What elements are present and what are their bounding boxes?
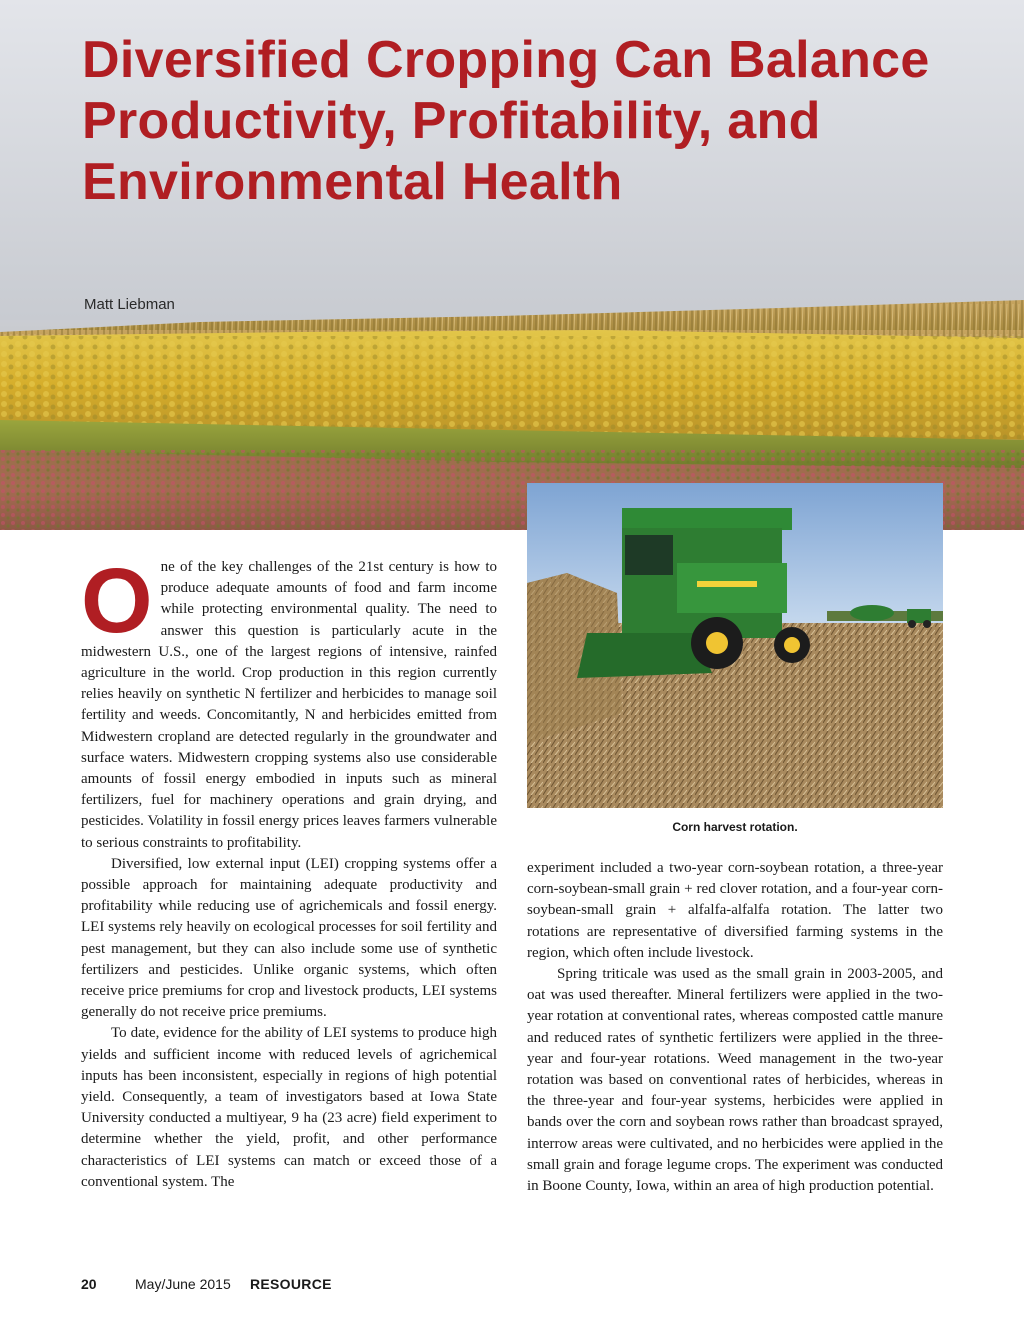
photo-caption: Corn harvest rotation. <box>672 820 798 834</box>
article-title: Diversified Cropping Can Balance Productivity, Profitability, and Environmental Health <box>82 31 930 211</box>
paragraph: To date, evidence for the ability of LEI systems to produce high yields and sufficient income with reduced levels of agrichemical inputs has been inconsistent, especially in regions of high potential yield. Consequently, a team of investigators based at Iowa State University conducted a multiyear, 9 ha (23 acre) field experiment to determine whether the yield, profit, and other performance characteristics of LEI systems can match or exceed those of a conventional system. The <box>81 1025 497 1190</box>
paragraph: experiment included a two-year corn-soybean rotation, a three-year corn-soybean-small grain + red clover rotation, and a four-year corn-soybean-small grain + alfalfa-alfalfa rotation. The latter two rotations are representative of diversified farming systems in the region, which often include livestock. <box>527 860 943 961</box>
page-footer <box>81 1276 332 1292</box>
paragraph: One of the key challenges of the 21st century is how to produce adequate amounts of food and farm income while protecting environmental quality. The need to answer this question is particularly acute in the midwestern U.S., one of the largest regions of intensive, rainfed agriculture in the world. Crop production in this region currently relies heavily on synthetic N fertilizer and herbicides to manage soil fertility and weeds. Concomitantly, N and herbicides emitted from Midwestern cropland are detected regularly in the groundwater and surface waters. Midwestern cropping systems also use considerable amounts of fossil energy embodied in inputs such as mineral fertilizers, fuel for machinery operations and grain drying, and pesticides. Volatility in fossil energy prices leaves farmers vulnerable to serious constraints to profitability. <box>81 550 497 851</box>
issue-date: May/June 2015 <box>135 1276 231 1292</box>
magazine-name: RESOURCE <box>250 1276 332 1292</box>
paragraph: Spring triticale was used as the small grain in 2003-2005, and oat was used thereafter. Mineral fertilizers were applied in the two-year rotation at conventional rates, whereas composted cattle manure and reduced rates of synthetic fertilizers were applied in the three-year and four-year rotations. Weed management in the two-year rotation was based on conventional rates of herbicides, whereas in the three-year and four-year systems, herbicides were applied in bands over the corn and soybean rows rather than broadcast sprayed, interrow areas were cultivated, and no herbicides were applied in the small grain and forage legume crops. The experiment was conducted in Boone County, Iowa, within an area of high production potential. <box>527 966 943 1195</box>
page-number: 20 <box>81 1276 97 1292</box>
body-column-right <box>527 858 943 1197</box>
drop-cap: O <box>81 550 153 652</box>
author-byline: Matt Liebman <box>84 296 175 313</box>
hero-banner <box>0 0 1024 530</box>
combine-harvest-photo <box>527 483 943 808</box>
paragraph: Diversified, low external input (LEI) cropping systems offer a possible approach for maintaining adequate productivity and profitability while reducing use of agrichemicals and fossil energy. LEI systems rely heavily on ecological processes for soil fertility and pest management, but they can also include some use of synthetic fertilizers and pesticides. Unlike organic systems, which often receive price premiums for crop and livestock products, LEI systems generally do not receive price premiums. <box>81 855 497 1021</box>
body-column-left <box>81 550 497 1193</box>
